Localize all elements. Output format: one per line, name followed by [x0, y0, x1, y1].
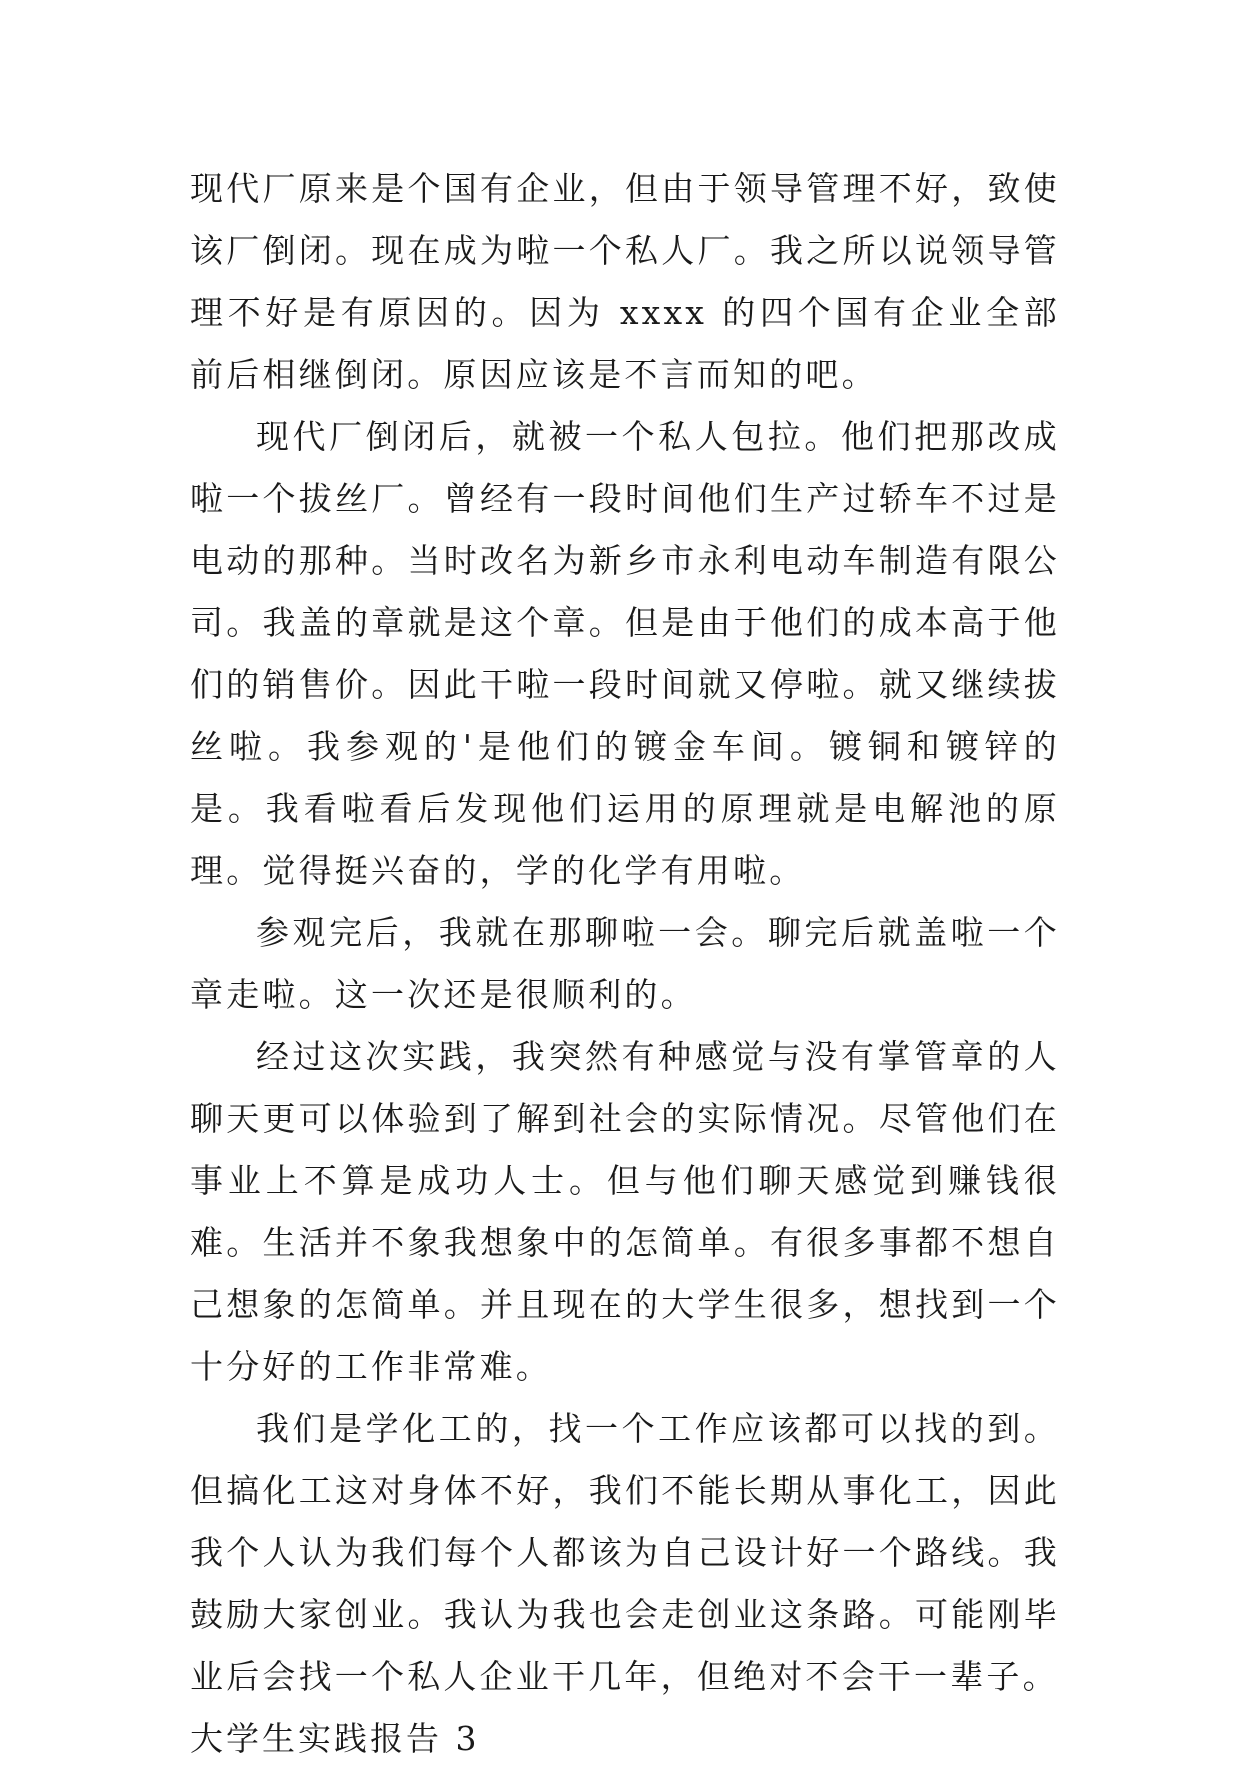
paragraph-2: 现代厂倒闭后，就被一个私人包拉。他们把那改成啦一个拔丝厂。曾经有一段时间他们生产过轿车不过是电动的那种。当时改名为新乡市永利电动车制造有限公司。我盖的章就是这个章。但是由于他们的成本高于他们的销售价。因此干啦一段时间就又停啦。就又继续拔丝啦。我参观的'是他们的镀金车间。镀铜和镀锌的是。我看啦看后发现他们运用的原理就是电解池的原理。觉得挺兴奋的，学的化学有用啦。	[190, 417, 1060, 890]
document-body	[190, 158, 1060, 1770]
paragraph-1: 现代厂原来是个国有企业，但由于领导管理不好，致使该厂倒闭。现在成为啦一个私人厂。我之所以说领导管理不好是有原因的。因为 xxxx 的四个国有企业全部前后相继倒闭。原因应该是不言而知的吧。	[190, 169, 1060, 394]
paragraph-4: 经过这次实践，我突然有种感觉与没有掌管章的人聊天更可以体验到了解到社会的实际情况。尽管他们在事业上不算是成功人士。但与他们聊天感觉到赚钱很难。生活并不象我想象中的怎简单。有很多事都不想自己想象的怎简单。并且现在的大学生很多，想找到一个十分好的工作非常难。	[190, 1037, 1060, 1386]
paragraph-3: 参观完后，我就在那聊啦一会。聊完后就盖啦一个章走啦。这一次还是很顺利的。	[190, 913, 1060, 1014]
section-heading: 大学生实践报告 3	[190, 1719, 480, 1758]
paragraph-5: 我们是学化工的，找一个工作应该都可以找的到。但搞化工这对身体不好，我们不能长期从事化工，因此我个人认为我们每个人都该为自己设计好一个路线。我鼓励大家创业。我认为我也会走创业这条路。可能刚毕业后会找一个私人企业干几年，但绝对不会干一辈子。	[190, 1409, 1060, 1696]
